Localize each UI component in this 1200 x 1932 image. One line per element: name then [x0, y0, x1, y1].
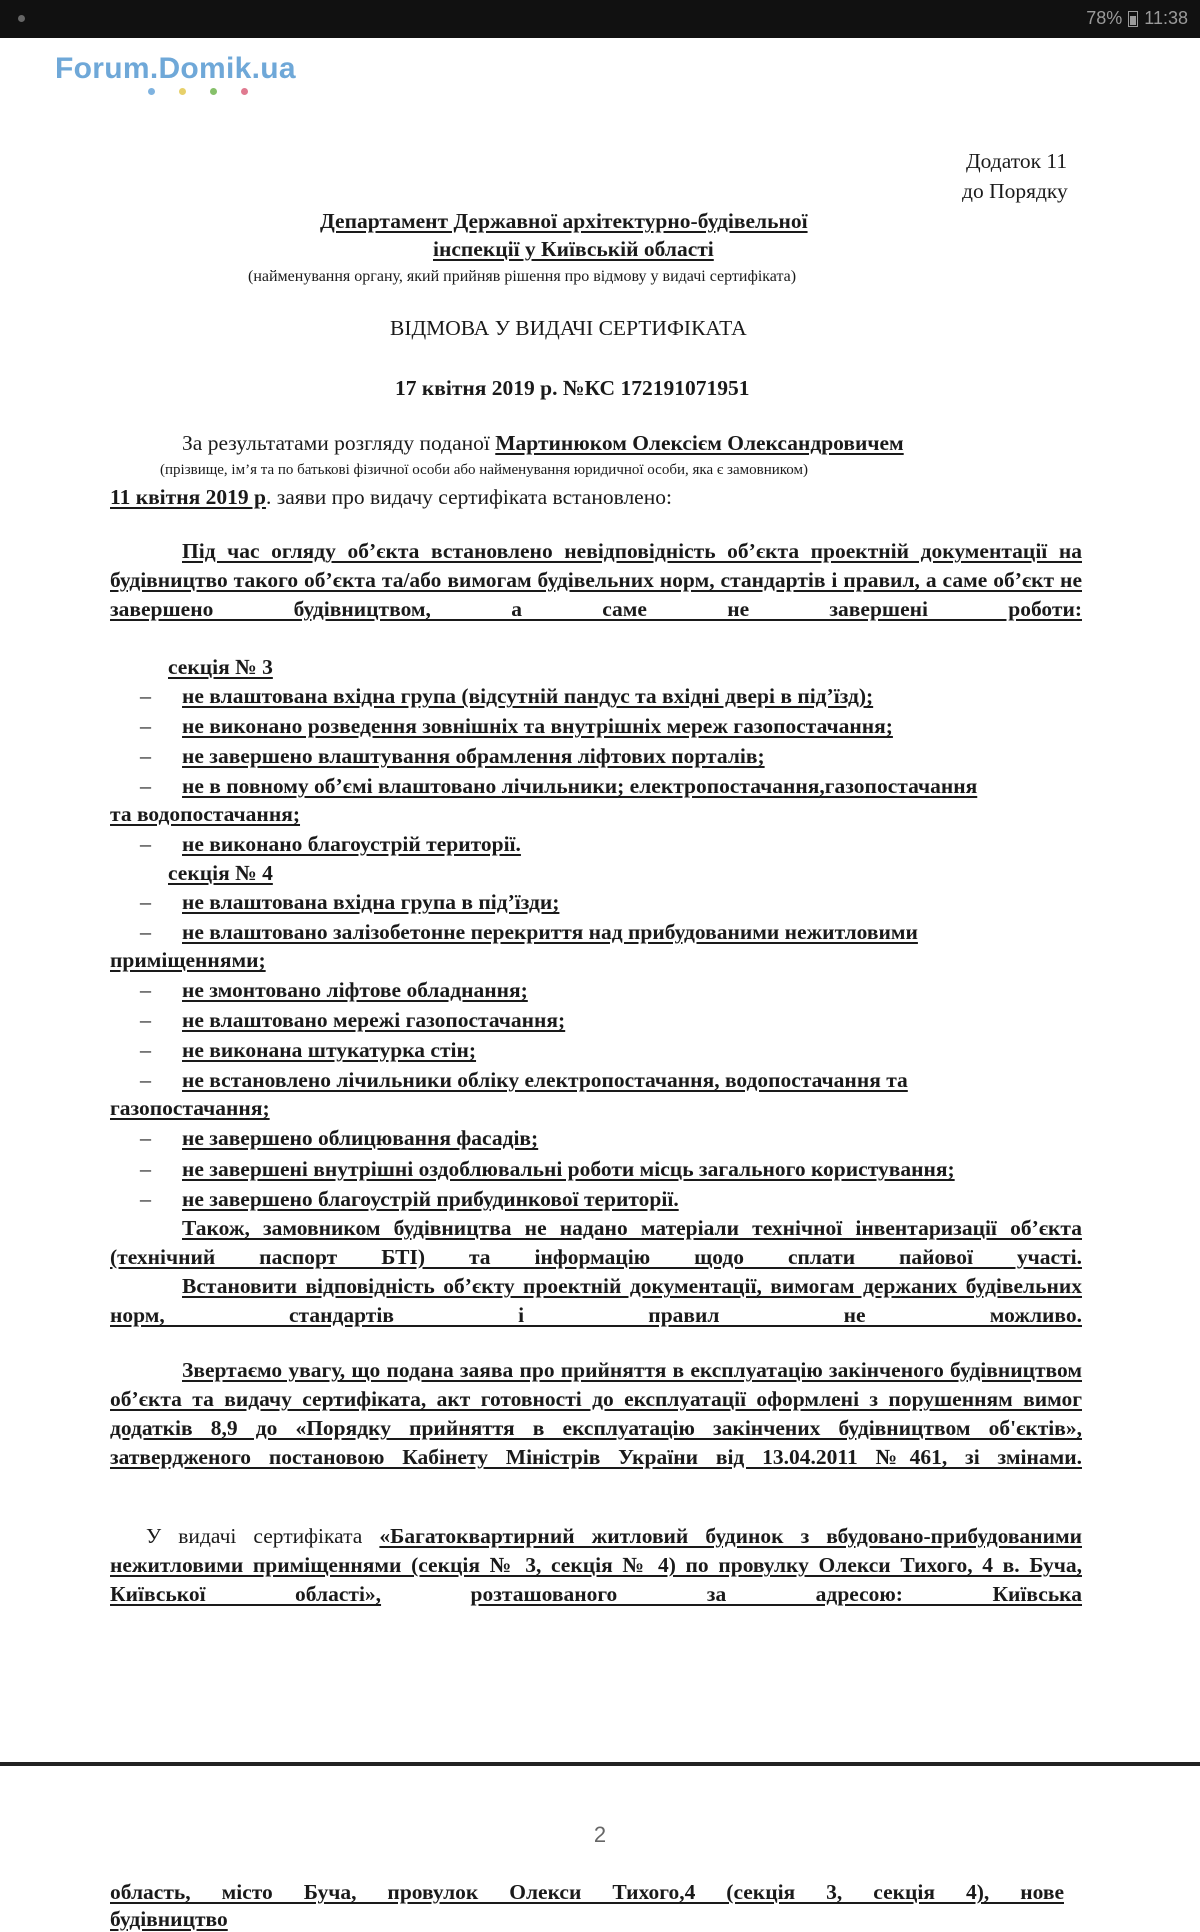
section4-item: не встановлено лічильники обліку електропостачання, водопостачання та: [182, 1068, 908, 1092]
clock: 11:38: [1144, 8, 1188, 28]
section4-item: не влаштована вхідна група в під’їзди;: [182, 890, 560, 914]
applicant-name: Мартинюком Олексієм Олександровичем: [495, 431, 904, 455]
section4-item: не змонтовано ліфтове обладнання;: [182, 978, 528, 1002]
section3-title: секція № 3: [168, 655, 273, 679]
section4-title: секція № 4: [168, 861, 273, 885]
document-page-1: Forum.Domik.ua Додаток 11 до Порядку Департамент Державної архітектурно-будівельної інспекції у Київській області (найменування органу, який прийняв рішення про відмову у видачі сертифіката) ВІДМОВА У ВИДАЧІ СЕРТИФІКАТА 17 квітня 2019 р. №КС 172191071951 За результатами розгляду поданої Мартинюком Олексієм Олександровичем (прізвище, ім’я та по батькові фізичної особи або найменування юридичної особи, яка є замовником) 11 квітня 2019 р. заяви про видачу сертифіката встановлено: Під час огляду об’єкта встановлено невідповідність об’єкта проектній документації на будівництво такого об’єкта та/або вимогам будівельних норм, стандартів і правил, а саме об’єкт не завершено будівництвом, а саме не завершені роботи: секція № 3 – не влаштована вхідна група (відсутній пандус та вхідні двері в під’їзд); – не виконано розведення зовнішніх та внутрішніх мереж газопостачання; – не завершено влаштування обрамлення ліфтових порталів; – не в повному об’ємі влаштовано лічильники; електропостачання,газопостачання та водопостачання; – не виконано благоустрій території. секція № 4 – не влаштована вхідна група в під’їзди; – не влаштовано залізобетонне перекриття над прибудованими нежитловими приміщеннями; – не змонтовано ліфтове обладнання; – не влаштовано мережі газопостачання; – не виконана штукатурка стін; – не встановлено лічильники обліку електропостачання, водопостачання та газопостачання; – не завершено облицювання фасадів; – не завершені внутрішні оздоблювальні роботи місць загального користування; – не завершено благоустрій прибудинкової території. Також, замовником будівництва не надано матеріали технічної інвентаризації об’єкта (технічний паспорт БТІ) та інформацію щодо сплати пайової участі. Встановити відповідність об’єкту проектній документації, вимогам держаних будівельних норм, стандартів і правил не можливо. Звертаємо увагу, що подана заява про прийняття в експлуатацію закінченого будівництвом об’єкта та видачу сертифіката, акт готовності до експлуатації оформлені з порушенням вимог додатків 8,9 до «Порядку прийняття в експлуатацію закінчених будівництвом об'єктів», затвердженого постановою Кабінету Міністрів України від 13.04.2011 №461, зі змінами. У видачі сертифіката «Багатоквартирний житловий будинок з вбудовано-прибудованими нежитловими приміщеннями (секція № 3, секція № 4) по провулку Олекси Тихого, 4 в. Буча, Київської області», розташованого за адресою: Київська: [0, 0, 1200, 1762]
watermark-logo: [55, 52, 296, 95]
applicant-note: (прізвище, ім’я та по батькові фізичної особи або найменування юридичної особи, яка є замовником): [160, 462, 808, 478]
watermark-text: Forum.Domik.ua: [55, 52, 296, 85]
section3-item: не виконано благоустрій території.: [182, 832, 521, 856]
authority-line2: інспекції у Київській області: [433, 237, 714, 261]
appendix-line1: Додаток 11: [966, 149, 1068, 173]
page-divider: [0, 1762, 1200, 1766]
section4-item: не завершені внутрішні оздоблювальні роботи місць загального користування;: [182, 1157, 955, 1181]
battery-level: 78%: [1086, 8, 1123, 28]
authority-line1: Департамент Державної архітектурно-будівельної: [320, 209, 808, 233]
section4-item: не влаштовано мережі газопостачання;: [182, 1008, 566, 1032]
also-paragraph: Також, замовником будівництва не надано матеріали технічної інвентаризації об’єкта (технічний паспорт БТІ) та інформацію щодо сплати пайової участі.: [110, 1216, 1082, 1269]
intro-line: [182, 430, 904, 456]
section4-item: не влаштовано залізобетонне перекриття над прибудованими нежитловими: [182, 920, 918, 944]
document-title: ВІДМОВА У ВИДАЧІ СЕРТИФІКАТА: [390, 316, 747, 340]
document-date-number: 17 квітня 2019 р. №КС 172191071951: [395, 376, 750, 400]
application-date: 11 квітня 2019 р: [110, 485, 266, 509]
impossible-paragraph: Встановити відповідність об’єкту проектній документації, вимогам держаних будівельних норм, стандартів і правил не можливо.: [110, 1274, 1082, 1327]
section3-item: не влаштована вхідна група (відсутній пандус та вхідні двері в під’їзд);: [182, 684, 874, 708]
section4-item-cont: приміщеннями;: [110, 948, 266, 972]
section3-item: не завершено влаштування обрамлення ліфтових порталів;: [182, 744, 765, 768]
section3-item: не в повному об’ємі влаштовано лічильники; електропостачання,газопостачання: [182, 774, 978, 798]
section3-item: не виконано розведення зовнішніх та внутрішніх мереж газопостачання;: [182, 714, 893, 738]
refusal-suffix: розташованого за адресою: Київська: [470, 1582, 1082, 1606]
appendix-line2: до Порядку: [962, 179, 1068, 203]
page2-line2: будівництво: [110, 1907, 228, 1931]
section4-item: не завершено благоустрій прибудинкової території.: [182, 1187, 679, 1211]
page-number: 2: [593, 1822, 607, 1847]
refusal-paragraph: [110, 1522, 1082, 1609]
refusal-prefix: У видачі сертифіката: [146, 1524, 363, 1548]
intro-date-line: [110, 484, 672, 510]
section4-item-cont: газопостачання;: [110, 1096, 270, 1120]
refusal-object: «Багатоквартирний житловий будинок з вбудовано-прибудованими нежитловими приміщеннями (секція № 3, секція № 4) по провулку Олекси Тихого, 4 в. Буча, Київської області»,: [110, 1524, 1082, 1606]
section3-item-cont: та водопостачання;: [110, 802, 301, 826]
attention-paragraph: Звертаємо увагу, що подана заява про прийняття в експлуатацію закінченого будівництвом об’єкта та видачу сертифіката, акт готовності до експлуатації оформлені з порушенням вимог додатків 8,9 до «Порядку прийняття в експлуатацію закінчених будівництвом об'єктів», затвердженого постановою Кабінету Міністрів України від 13.04.2011 №461, зі змінами.: [110, 1358, 1082, 1469]
watermark-dots: [148, 88, 296, 95]
intro-suffix: . заяви про видачу сертифіката встановлено:: [265, 485, 672, 509]
page2-line1: область, місто Буча, провулок Олекси Тихого,4 (секція 3, секція 4), нове: [110, 1880, 1064, 1904]
section4-item: не виконана штукатурка стін;: [182, 1038, 477, 1062]
section4-item: не завершено облицювання фасадів;: [182, 1126, 539, 1150]
finding-paragraph: Під час огляду об’єкта встановлено невідповідність об’єкта проектній документації на будівництво такого об’єкта та/або вимогам будівельних норм, стандартів і правил, а саме об’єкт не завершено будівництвом, а саме не завершені роботи:: [110, 539, 1082, 621]
intro-prefix: За результатами розгляду поданої: [182, 431, 490, 455]
authority-note: (найменування органу, який прийняв рішення про відмову у видачі сертифіката): [248, 268, 797, 285]
